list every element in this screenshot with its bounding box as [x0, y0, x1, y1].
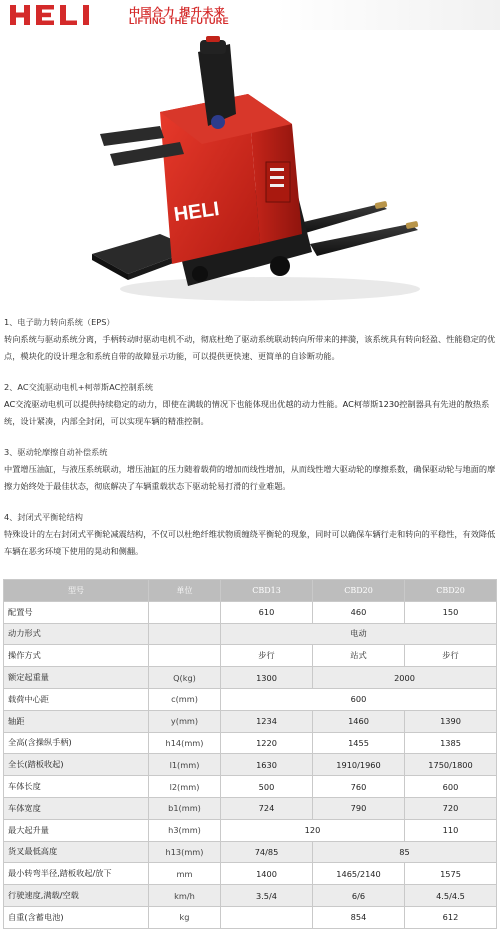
spec-value: 6/6	[313, 885, 405, 907]
spec-unit: h13(mm)	[149, 841, 221, 863]
table-row	[4, 601, 497, 623]
spec-unit: kg	[149, 906, 221, 928]
spec-value: 612	[405, 906, 497, 928]
spec-value: 600	[221, 688, 497, 710]
feature-section-balance-wheel	[4, 509, 496, 560]
spec-value: 步行	[405, 645, 497, 667]
table-row	[4, 797, 497, 819]
table-row	[4, 906, 497, 928]
spec-value: 1455	[313, 732, 405, 754]
table-row	[4, 863, 497, 885]
spec-value	[221, 906, 313, 928]
spec-value: 854	[313, 906, 405, 928]
table-row	[4, 732, 497, 754]
section-title: 1、电子助力转向系统（EPS）	[4, 317, 115, 327]
section-body: 中置增压油缸，与液压系统联动，增压油缸的压力随着载荷的增加而线性增加，从而线性增大驱动轮的摩擦系数，确保驱动轮与地面的摩擦力始终处于最佳状态，彻底解决了车辆重载状态下驱动轮易打滑的行业难题。	[4, 464, 496, 491]
table-row	[4, 776, 497, 798]
feature-section-eps	[4, 314, 496, 365]
spec-label: 自重(含蓄电池)	[4, 906, 149, 928]
spec-value: 1300	[221, 667, 313, 689]
spec-value: 1390	[405, 710, 497, 732]
table-row	[4, 754, 497, 776]
spec-label: 最小转弯半径,踏板收起/放下	[4, 863, 149, 885]
section-body: 特殊设计的左右封闭式平衡轮减震结构，不仅可以杜绝纤维状物质缠绕平衡轮的现象，同时可以确保车辆行走和转向的平稳性，有效降低车辆在恶劣环境下使用的晃动和侧翻。	[4, 529, 496, 556]
table-row	[4, 885, 497, 907]
table-header-row	[4, 580, 497, 602]
spec-label: 车体宽度	[4, 797, 149, 819]
header-model: 型号	[4, 580, 149, 602]
spec-label: 配置号	[4, 601, 149, 623]
spec-table	[3, 579, 497, 929]
spec-value: 1750/1800	[405, 754, 497, 776]
spec-unit	[149, 645, 221, 667]
table-row	[4, 819, 497, 841]
pallet-truck-image	[80, 34, 430, 306]
spec-label: 载荷中心距	[4, 688, 149, 710]
spec-value: 760	[313, 776, 405, 798]
spec-unit: c(mm)	[149, 688, 221, 710]
spec-unit: h14(mm)	[149, 732, 221, 754]
spec-value: 4.5/4.5	[405, 885, 497, 907]
spec-label: 动力形式	[4, 623, 149, 645]
spec-label: 全高(含操纵手柄)	[4, 732, 149, 754]
section-title: 4、封闭式平衡轮结构	[4, 512, 83, 522]
spec-value: 1465/2140	[313, 863, 405, 885]
spec-value: 610	[221, 601, 313, 623]
header-unit: 单位	[149, 580, 221, 602]
spec-value: 790	[313, 797, 405, 819]
spec-value: 724	[221, 797, 313, 819]
spec-label: 最大起升量	[4, 819, 149, 841]
table-row	[4, 667, 497, 689]
spec-unit: l2(mm)	[149, 776, 221, 798]
page-header	[0, 0, 500, 30]
spec-value: 2000	[313, 667, 497, 689]
table-row	[4, 841, 497, 863]
spec-unit: b1(mm)	[149, 797, 221, 819]
spec-table-body	[4, 601, 497, 928]
section-title: 2、AC交流驱动电机+柯蒂斯AC控制系统	[4, 382, 154, 392]
spec-unit: mm	[149, 863, 221, 885]
section-body: 转向系统与驱动系统分离，手柄转动时驱动电机不动，彻底杜绝了驱动系统联动转向所带来的摔漪，该系统具有转向轻盈、性能稳定的优点，模块化的设计理念和系统自带的故障显示功能，可以提供更快速、更简单的自诊断功能。	[4, 334, 496, 361]
spec-value: 1630	[221, 754, 313, 776]
spec-value: 1220	[221, 732, 313, 754]
spec-value: 3.5/4	[221, 885, 313, 907]
spec-label: 全长(踏板收起)	[4, 754, 149, 776]
spec-unit: y(mm)	[149, 710, 221, 732]
feature-section-friction-compensation	[4, 444, 496, 495]
spec-label: 行驶速度,满载/空载	[4, 885, 149, 907]
spec-value: 500	[221, 776, 313, 798]
spec-unit: l1(mm)	[149, 754, 221, 776]
spec-value: 110	[405, 819, 497, 841]
section-title: 3、驱动轮摩擦自动补偿系统	[4, 447, 108, 457]
heli-logo	[10, 4, 122, 26]
spec-value: 电动	[221, 623, 497, 645]
header-model-1: CBD13	[221, 580, 313, 602]
spec-value: 步行	[221, 645, 313, 667]
spec-value: 1460	[313, 710, 405, 732]
spec-value: 85	[313, 841, 497, 863]
spec-unit: h3(mm)	[149, 819, 221, 841]
spec-value: 74/85	[221, 841, 313, 863]
spec-unit: Q(kg)	[149, 667, 221, 689]
feature-section-ac-motor	[4, 379, 496, 430]
spec-value: 1400	[221, 863, 313, 885]
spec-label: 车体长度	[4, 776, 149, 798]
section-body: AC交流驱动电机可以提供持续稳定的动力，即使在满载的情况下也能体现出优越的动力性能。AC柯蒂斯1230控制器具有先进的散热系统，设计紧凑，内部全封闭，可以实现车辆的精准控制。	[4, 399, 490, 426]
spec-label: 额定起重量	[4, 667, 149, 689]
spec-value: 1575	[405, 863, 497, 885]
slogan-chinese: 中国合力 提升未来	[129, 6, 226, 19]
header-model-2: CBD20	[313, 580, 405, 602]
spec-value: 1234	[221, 710, 313, 732]
table-row	[4, 623, 497, 645]
spec-label: 货叉最低高度	[4, 841, 149, 863]
spec-value: 站式	[313, 645, 405, 667]
spec-value: 1910/1960	[313, 754, 405, 776]
spec-label: 操作方式	[4, 645, 149, 667]
spec-value: 460	[313, 601, 405, 623]
spec-value: 120	[221, 819, 405, 841]
spec-unit	[149, 601, 221, 623]
table-row	[4, 645, 497, 667]
spec-unit	[149, 623, 221, 645]
header-model-3: CBD20	[405, 580, 497, 602]
spec-label: 轴距	[4, 710, 149, 732]
feature-sections	[4, 314, 496, 574]
spec-value: 1385	[405, 732, 497, 754]
spec-value: 600	[405, 776, 497, 798]
spec-unit: km/h	[149, 885, 221, 907]
spec-value: 720	[405, 797, 497, 819]
slogan-english: LIFTING THE FUTURE	[129, 16, 229, 26]
body-brand-label: HELI	[172, 198, 221, 227]
spec-value: 150	[405, 601, 497, 623]
table-row	[4, 688, 497, 710]
table-row	[4, 710, 497, 732]
